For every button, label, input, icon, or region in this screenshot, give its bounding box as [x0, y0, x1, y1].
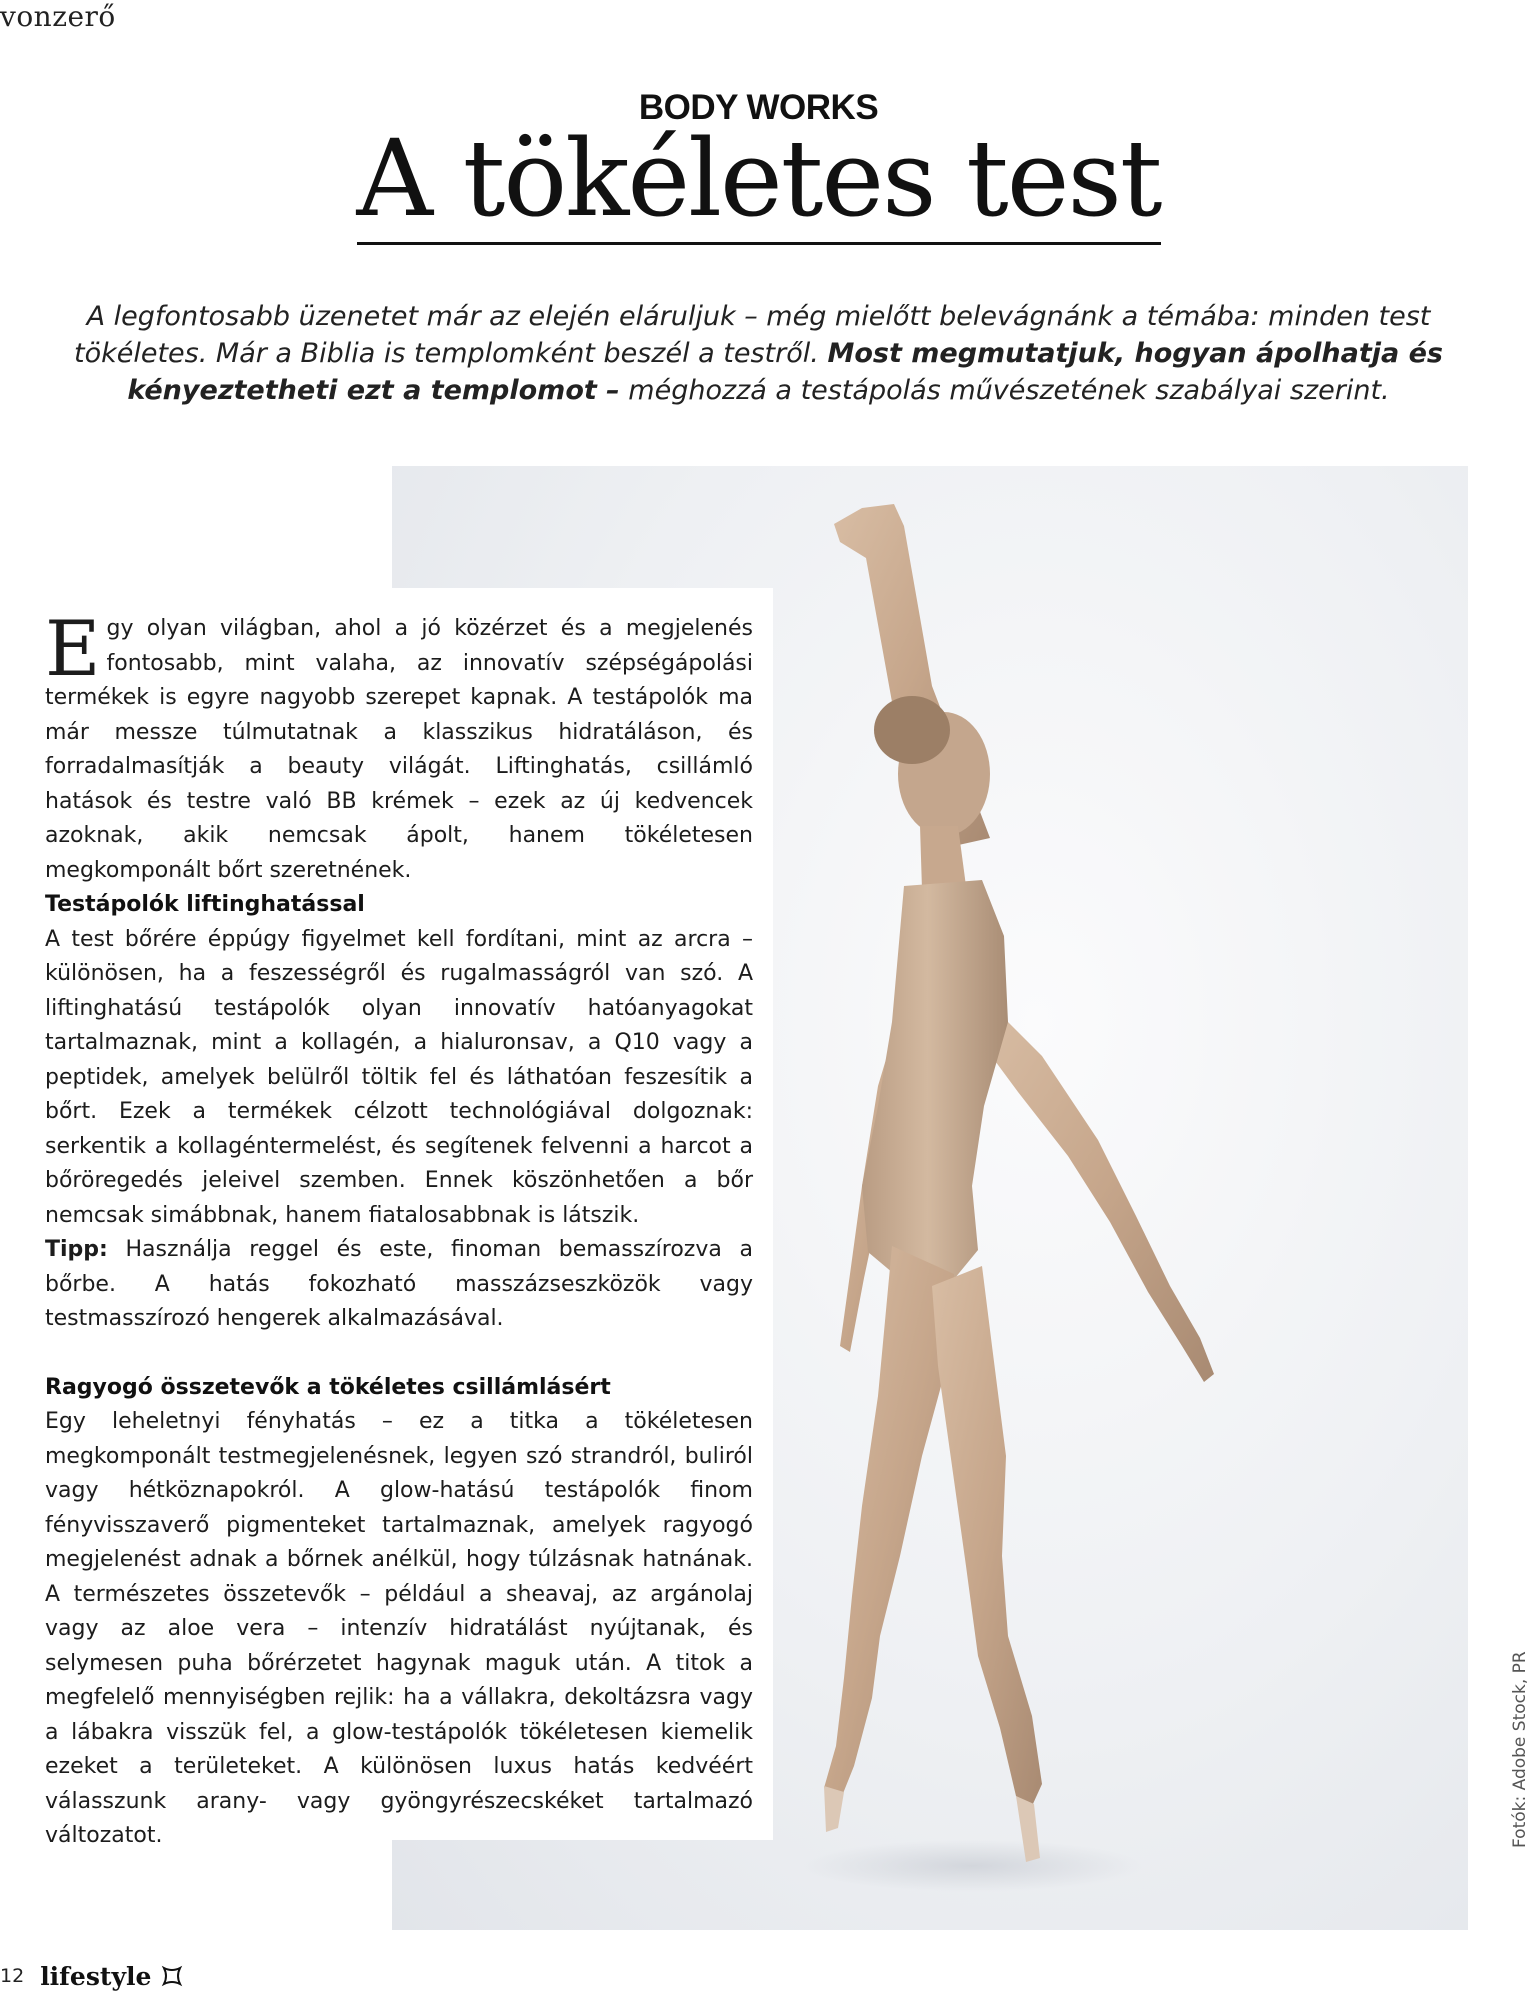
page-footer — [0, 1956, 183, 1996]
tip-label: Tipp: — [45, 1237, 108, 1262]
brand-square-icon — [161, 1965, 183, 1987]
article-title — [0, 118, 1517, 240]
lead-text-bold: Most megmutatjuk, hogyan ápolhatja és kényeztetheti ezt a templomot – — [127, 338, 1443, 406]
drop-cap: E — [45, 604, 101, 693]
intro-text: gy olyan világban, ahol a jó közérzet és a megjelenés fontosabb, mint valaha, az innovatív szépségápolási termékek is egyre nagyobb szerepet kapnak. A testápolók ma már messze túlmutatnak a klasszikus hidratáláson, és forradalmasítják a beauty világát. Liftinghatás, csillámló hatások és testre való BB krémek – ezek az új kedvencek azoknak, akik nemcsak ápolt, hanem tökéletesen megkomponált bőrt szeretnének. — [45, 616, 753, 883]
section-spacer — [45, 1337, 753, 1371]
tip-paragraph — [45, 1233, 753, 1337]
article-kicker: BODY WORKS — [638, 88, 879, 127]
section-body-glow: Egy leheletnyi fényhatás – ez a titka a tökéletesen megkomponált testmegjelenésnek, legyen szó strandról, buliról vagy hétköznapokról. A glow-hatású testápolók finom fényvisszaverő pigmenteket tartalmaznak, amelyek ragyogó megjelenést adnak a bőrnek anélkül, hogy túlzásnak hatnának. A természetes összetevők – például a sheavaj, az argánolaj vagy az aloe vera – intenzív hidratálást nyújtanak, és selymesen puha bőrérzetet hagynak maguk után. A titok a megfelelő mennyiségben rejlik: ha a vállakra, dekoltázsra vagy a lábakra visszük fel, a glow-testápolók tökéletesen kiemelik ezeket a területeket. A különösen luxus hatás kedvéért válasszunk arany- vagy gyöngyrészecskéket tartalmazó változatot. — [45, 1409, 753, 1848]
lead-text-part2: méghozzá a testápolás művészetének szabályai szerint. — [628, 375, 1390, 406]
section-tag: vonzerő — [0, 0, 116, 33]
section-heading-lifting: Testápolók liftinghatással — [45, 892, 365, 917]
article-lead — [60, 298, 1457, 409]
photo-credit: Fotók: Adobe Stock, PR — [1510, 1651, 1530, 1848]
section-heading-glow: Ragyogó összetevők a tökéletes csillámlásért — [45, 1374, 611, 1400]
dancer-pointe-shoe-front — [824, 1786, 844, 1832]
brand-logo: lifestyle — [40, 1961, 152, 1991]
article-title-text: A tökéletes test — [357, 117, 1161, 245]
article-body — [17, 588, 773, 1848]
page-number: 12 — [0, 1965, 25, 1987]
tip-text: Használja reggel és este, finoman bemasszírozva a bőrbe. A hatás fokozható masszázseszközök vagy testmasszírozó hengerek alkalmazásával. — [45, 1237, 753, 1331]
floor-shadow — [802, 1840, 1142, 1892]
dancer-hair-bun — [874, 696, 950, 764]
dancer-extended-arm — [984, 1006, 1214, 1382]
lead-text-part1: A legfontosabb üzenetet már az elején eláruljuk – még mielőtt belevágnánk a témába: minden test tökéletes. Már a Biblia is templomként beszél a testről. — [74, 301, 1431, 369]
section-body-lifting: A test bőrére éppúgy figyelmet kell fordítani, mint az arcra – különösen, ha a feszességről és rugalmasságról van szó. A liftinghatású testápolók olyan innovatív hatóanyagokat tartalmaznak, mint a kollagén, a hialuronsav, a Q10 vagy a peptidek, amelyek belülről töltik fel és láthatóan feszesítik a bőrt. Ezek a termékek célzott technológiával dolgoznak: serkentik a kollagéntermelést, és segítenek felvenni a harcot a bőröregedés jeleivel szemben. Ennek köszönhetően a bőr nemcsak simábbnak, hanem fiatalosabbnak is látszik. — [45, 926, 753, 1228]
dancer-torso — [862, 880, 1008, 1306]
dancer-neck — [920, 826, 966, 890]
dancer-back-leg — [932, 1266, 1042, 1806]
article-intro — [45, 604, 753, 888]
